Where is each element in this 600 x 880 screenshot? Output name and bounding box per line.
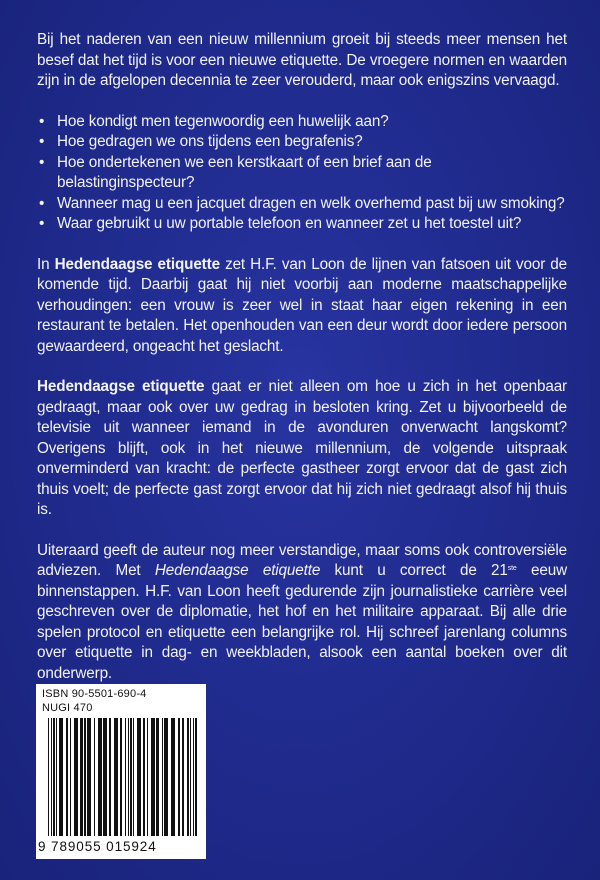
barcode-label [36, 684, 206, 859]
question-item: • Wanneer mag u een jacquet dragen en welk overhemd past bij uw smoking? [37, 194, 567, 215]
para3-text: gaat er niet alleen om hoe u zich in het openbaar gedraagt, maar ook over uw gedrag in besloten kring. Zet u bijvoorbeeld de televisie uit wanneer iemand in de avonduren onverwacht langskomt? Overigens blijft, ook in het nieuwe millennium, de volgende uitspraak onverminderd van kracht: de perfecte gastheer zorgt ervoor dat de gast zich thuis voelt; de perfecte gast zorgt ervoor dat hij zich niet gedraagt alsof hij thuis is. [37, 378, 567, 518]
barcode-bar [84, 718, 85, 836]
description-paragraph [37, 255, 567, 358]
barcode-bar [130, 718, 131, 836]
barcode-bar [187, 718, 188, 836]
blurb [37, 30, 567, 704]
barcode-bar [87, 718, 91, 836]
para4-mid: kunt u correct de 21 [320, 562, 508, 579]
nugi-text: NUGI 470 [42, 702, 93, 714]
question-item: • Hoe gedragen we ons tijdens een begrafenis? [37, 132, 567, 153]
barcode-bar [48, 718, 49, 836]
barcode-bar [171, 718, 175, 836]
intro-paragraph: Bij het naderen van een nieuw millennium groeit bij steeds meer mensen het besef dat het tijd is voor een nieuwe etiquette. De vroegere normen en waarden zijn in de afgelopen decennia te zeer verouderd, maar ook enigszins vervaagd. [37, 31, 567, 89]
book-title: Hedendaagse etiquette [37, 378, 205, 395]
barcode-bar [190, 718, 191, 836]
barcode-bar [156, 718, 159, 836]
barcode-bar [59, 718, 63, 836]
barcode-bar [147, 718, 148, 836]
barcode-bar [195, 718, 196, 836]
barcode-bar [137, 718, 141, 836]
barcode-bar [178, 718, 181, 836]
barcode-bar [193, 718, 194, 836]
author-paragraph [37, 541, 567, 685]
barcode-bar [56, 718, 57, 836]
barcode-bar [53, 718, 54, 836]
barcode-bar [80, 718, 83, 836]
barcode-bar [164, 718, 168, 836]
barcode-bar [66, 718, 69, 836]
question-item: • Waar gebruikt u uw portable telefoon en wanneer zet u het toestel uit? [37, 214, 567, 235]
barcode-bar [70, 718, 71, 836]
question-list [37, 112, 567, 235]
barcode-bar [94, 718, 95, 836]
barcode-bar [114, 718, 118, 836]
book-title-italic: Hedendaagse etiquette [154, 562, 321, 579]
question-item: • Hoe kondigt men tegenwoordig een huwelijk aan? [37, 112, 567, 133]
barcode-bar [98, 718, 102, 836]
barcode-bar [120, 718, 123, 836]
para4-text: eeuw binnenstappen. H.F. van Loon heeft gedurende zijn journalistieke carrière veel geschreven over de diplomatie, het hof en het militaire apparaat. Bij alle drie spelen protocol en etiquette een belangrijke rol. Hij schreef jarenlang columns over etiquette in dag- en weekbladen, alsook een aantal boeken over dit onderwerp. [37, 562, 567, 682]
barcode-bar [103, 718, 107, 836]
barcode-bar [162, 718, 163, 836]
para2-lead: In [37, 255, 55, 273]
para4-lead: Uiteraard geeft de auteur nog meer verstandige, maar soms ook controversiële adviezen. Met [37, 541, 567, 579]
barcode-bar [143, 718, 146, 836]
barcode-bar [125, 718, 126, 836]
book-title: Hedendaagse etiquette [54, 255, 220, 273]
barcode-bar [109, 718, 112, 836]
barcode-bar [51, 718, 52, 836]
para2-text: zet H.F. van Loon de lijnen van fatsoen uit voor de komende tijd. Daarbij gaat hij niet voorbij aan moderne maatschappelijke verhoudingen: een vrouw is zeer wel in staat haar eigen rekening in een restaurant te betalen. Het openhouden van een deur wordt door iedere persoon gewaardeerd, ongeacht het geslacht. [37, 255, 567, 355]
barcode-bars [48, 718, 198, 836]
barcode-bar [133, 718, 134, 836]
century-suffix: ste [507, 565, 517, 572]
barcode-bar [151, 718, 155, 836]
barcode-number: 9 789055 015924 [38, 839, 157, 854]
behaviour-paragraph [37, 377, 567, 521]
isbn-text: ISBN 90-5501-690-4 [42, 688, 147, 700]
barcode-bar [74, 718, 78, 836]
barcode-bar [128, 718, 129, 836]
barcode-bar [182, 718, 185, 836]
question-item: • Hoe ondertekenen we een kerstkaart of een brief aan de belastinginspecteur? [37, 153, 567, 194]
